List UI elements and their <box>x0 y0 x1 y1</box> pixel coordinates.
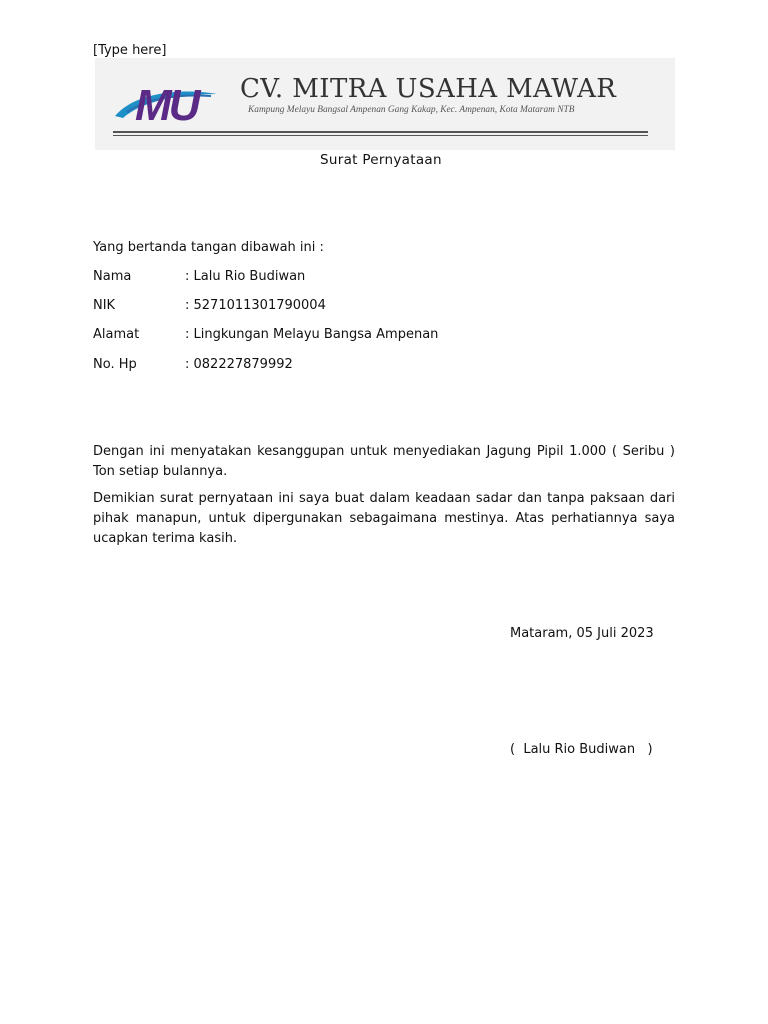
field-value-nik: : 5271011301790004 <box>185 298 326 313</box>
intro-line: Yang bertanda tangan dibawah ini : <box>93 240 324 255</box>
letterhead <box>95 58 675 150</box>
closing-paragraph: Demikian surat pernyataan ini saya buat dalam keadaan sadar dan tanpa paksaan dari pihak manapun, untuk dipergunakan sebagaimana mestinya. Atas perhatiannya saya ucapkan terima kasih. <box>93 491 675 546</box>
document-title: Surat Pernyataan <box>320 152 442 168</box>
svg-text:MU: MU <box>135 81 198 130</box>
field-label-nik: NIK <box>93 298 116 313</box>
place-date: Mataram, 05 Juli 2023 <box>510 626 654 641</box>
letterhead-rule-thick <box>113 131 648 133</box>
field-label-no-hp: No. Hp <box>93 357 137 372</box>
company-address: Kampung Melayu Bangsal Ampenan Gang Kakap, Kec. Ampenan, Kota Mataram NTB <box>248 105 575 115</box>
header-placeholder: [Type here] <box>93 43 167 58</box>
field-value-alamat: : Lingkungan Melayu Bangsa Ampenan <box>185 327 439 342</box>
statement-paragraph: Dengan ini menyatakan kesanggupan untuk menyediakan Jagung Pipil 1.000 ( Seribu ) Ton setiap bulannya. <box>93 444 675 479</box>
letterhead-rule-thin <box>113 135 648 136</box>
field-label-alamat: Alamat <box>93 327 140 342</box>
field-label-nama: Nama <box>93 269 132 284</box>
field-value-nama: : Lalu Rio Budiwan <box>185 269 306 284</box>
company-logo-icon <box>113 72 225 130</box>
signatory-name: ( Lalu Rio Budiwan ) <box>510 742 653 757</box>
field-value-no-hp: : 082227879992 <box>185 357 293 372</box>
company-name: CV. MITRA USAHA MAWAR <box>240 74 617 104</box>
